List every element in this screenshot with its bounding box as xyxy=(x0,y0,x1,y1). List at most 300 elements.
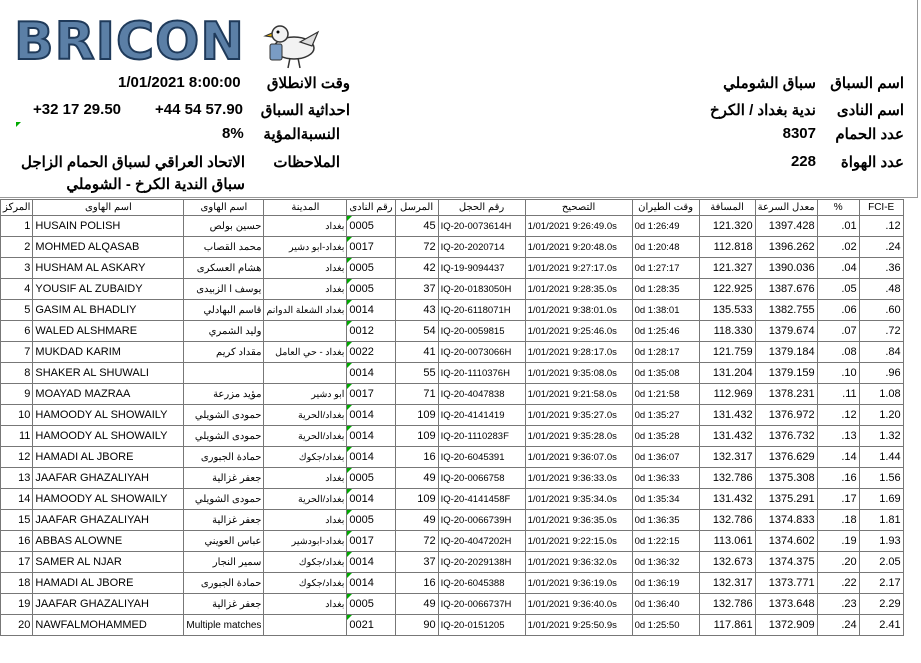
city-cell: بغداد-ابودشير xyxy=(264,531,347,552)
fci-e-cell: .48 xyxy=(859,279,903,300)
flight-time-cell: 0d 1:21:58 xyxy=(632,384,699,405)
club-no-cell: 0005 xyxy=(347,594,395,615)
distance-cell: 112.818 xyxy=(699,237,755,258)
correction-cell: 1/01/2021 9:26:49.0s xyxy=(525,216,632,237)
distance-cell: 122.925 xyxy=(699,279,755,300)
fci-e-cell: 1.20 xyxy=(859,405,903,426)
percent-cell: .02 xyxy=(817,237,859,258)
ring-no-cell: IQ-19-9094437 xyxy=(438,258,525,279)
speed-cell: 1387.676 xyxy=(755,279,817,300)
ring-no-cell: IQ-20-0066739H xyxy=(438,510,525,531)
results-table xyxy=(0,199,904,636)
table-row xyxy=(1,510,904,531)
fci-e-cell: .12 xyxy=(859,216,903,237)
fancier-name-en: SAMER AL NJAR xyxy=(33,552,184,573)
city-cell: بغداد xyxy=(264,468,347,489)
fancier-name-ar: جعفر غزالية xyxy=(184,468,264,489)
fci-e-cell: .84 xyxy=(859,342,903,363)
correction-cell: 1/01/2021 9:35:28.0s xyxy=(525,426,632,447)
rank-cell: 17 xyxy=(1,552,33,573)
club-no-cell: 0005 xyxy=(347,258,395,279)
pigeon-icon xyxy=(260,8,320,70)
ring-no-cell: IQ-20-6045388 xyxy=(438,573,525,594)
fancier-name-ar: حمودى الشويلي xyxy=(184,489,264,510)
notes-label: الملاحظات xyxy=(273,154,340,171)
flight-time-cell: 0d 1:38:01 xyxy=(632,300,699,321)
club-no-cell: 0021 xyxy=(347,615,395,636)
percent-cell: .14 xyxy=(817,447,859,468)
club-no-cell: 0005 xyxy=(347,279,395,300)
fancier-name-en: HUSHAM AL ASKARY xyxy=(33,258,184,279)
table-row xyxy=(1,468,904,489)
correction-cell: 1/01/2021 9:35:08.0s xyxy=(525,363,632,384)
rank-cell: 13 xyxy=(1,468,33,489)
percent-cell: .01 xyxy=(817,216,859,237)
sent-cell: 41 xyxy=(395,342,438,363)
col-ring-no: رقم الحجل xyxy=(438,200,525,216)
city-cell: بغداد/جكوك xyxy=(264,573,347,594)
fancier-name-en: HAMOODY AL SHOWAILY xyxy=(33,489,184,510)
fancier-name-ar: مؤيد مزرعة xyxy=(184,384,264,405)
distance-cell: 131.432 xyxy=(699,426,755,447)
fci-e-cell: 1.56 xyxy=(859,468,903,489)
ring-no-cell: IQ-20-0073614H xyxy=(438,216,525,237)
club-no-cell: 0014 xyxy=(347,405,395,426)
coord-2-value: +32 17 29.50 xyxy=(33,101,122,118)
flight-time-cell: 0d 1:36:35 xyxy=(632,510,699,531)
speed-cell: 1379.674 xyxy=(755,321,817,342)
fci-e-cell: .96 xyxy=(859,363,903,384)
table-row xyxy=(1,531,904,552)
table-row xyxy=(1,573,904,594)
speed-cell: 1375.291 xyxy=(755,489,817,510)
percent-value: 8% xyxy=(222,125,244,142)
club-no-cell: 0014 xyxy=(347,300,395,321)
speed-cell: 1376.732 xyxy=(755,426,817,447)
distance-cell: 113.061 xyxy=(699,531,755,552)
distance-cell: 121.327 xyxy=(699,258,755,279)
flight-time-cell: 0d 1:36:32 xyxy=(632,552,699,573)
col-fancier-ar: اسم الهاوى xyxy=(184,200,264,216)
rank-cell: 4 xyxy=(1,279,33,300)
race-name-label: اسم السباق xyxy=(830,75,904,92)
table-row xyxy=(1,300,904,321)
club-no-cell: 0017 xyxy=(347,384,395,405)
city-cell: بغداد xyxy=(264,216,347,237)
club-no-cell: 0012 xyxy=(347,321,395,342)
table-row xyxy=(1,594,904,615)
ring-no-cell: IQ-20-0066737H xyxy=(438,594,525,615)
sent-cell: 72 xyxy=(395,531,438,552)
correction-cell: 1/01/2021 9:36:32.0s xyxy=(525,552,632,573)
city-cell: بغداد الشعلة الدوانم xyxy=(264,300,347,321)
correction-cell: 1/01/2021 9:21:58.0s xyxy=(525,384,632,405)
percent-cell: .11 xyxy=(817,384,859,405)
fanciers-count-value: 228 xyxy=(790,153,816,170)
sent-cell: 42 xyxy=(395,258,438,279)
table-row xyxy=(1,258,904,279)
fci-e-cell: 1.44 xyxy=(859,447,903,468)
rank-cell: 10 xyxy=(1,405,33,426)
speed-cell: 1373.648 xyxy=(755,594,817,615)
flight-time-cell: 0d 1:35:28 xyxy=(632,426,699,447)
distance-cell: 131.432 xyxy=(699,405,755,426)
flight-time-cell: 0d 1:22:15 xyxy=(632,531,699,552)
col-percent: % xyxy=(817,200,859,216)
city-cell: بغداد-ابو دشير xyxy=(264,237,347,258)
fci-e-cell: 1.69 xyxy=(859,489,903,510)
correction-cell: 1/01/2021 9:35:34.0s xyxy=(525,489,632,510)
ring-no-cell: IQ-20-6045391 xyxy=(438,447,525,468)
col-club-no: رقم النادى xyxy=(347,200,395,216)
fci-e-cell: 2.29 xyxy=(859,594,903,615)
ring-no-cell: IQ-20-0073066H xyxy=(438,342,525,363)
fci-e-cell: 2.05 xyxy=(859,552,903,573)
percent-cell: .07 xyxy=(817,321,859,342)
correction-cell: 1/01/2021 9:36:40.0s xyxy=(525,594,632,615)
club-no-cell: 0005 xyxy=(347,468,395,489)
correction-cell: 1/01/2021 9:35:27.0s xyxy=(525,405,632,426)
speed-cell: 1374.833 xyxy=(755,510,817,531)
club-no-cell: 0005 xyxy=(347,510,395,531)
percent-label: النسبةالمؤية xyxy=(263,126,340,143)
sent-cell: 49 xyxy=(395,468,438,489)
sent-cell: 37 xyxy=(395,552,438,573)
report-header xyxy=(0,0,918,198)
club-no-cell: 0017 xyxy=(347,237,395,258)
city-cell: بغداد/الحرية xyxy=(264,489,347,510)
fancier-name-en: HUSAIN POLISH xyxy=(33,216,184,237)
rank-cell: 3 xyxy=(1,258,33,279)
flight-time-cell: 0d 1:36:07 xyxy=(632,447,699,468)
sent-cell: 43 xyxy=(395,300,438,321)
club-name-label: اسم النادى xyxy=(836,102,904,119)
ring-no-cell: IQ-20-4141458F xyxy=(438,489,525,510)
fci-e-cell: 1.08 xyxy=(859,384,903,405)
correction-cell: 1/01/2021 9:36:07.0s xyxy=(525,447,632,468)
flight-time-cell: 0d 1:25:46 xyxy=(632,321,699,342)
ring-no-cell: IQ-20-4141419 xyxy=(438,405,525,426)
fancier-name-en: MUKDAD KARIM xyxy=(33,342,184,363)
percent-cell: .16 xyxy=(817,468,859,489)
fancier-name-ar: حمادة الجبورى xyxy=(184,573,264,594)
table-row xyxy=(1,552,904,573)
rank-cell: 20 xyxy=(1,615,33,636)
fancier-name-ar: قاسم البهادلي xyxy=(184,300,264,321)
fancier-name-ar: حمادة الجبورى xyxy=(184,447,264,468)
sent-cell: 90 xyxy=(395,615,438,636)
speed-cell: 1390.036 xyxy=(755,258,817,279)
distance-cell: 112.969 xyxy=(699,384,755,405)
fancier-name-ar: سمير النجار xyxy=(184,552,264,573)
ring-no-cell: IQ-20-0183050H xyxy=(438,279,525,300)
flight-time-cell: 0d 1:36:19 xyxy=(632,573,699,594)
flight-time-cell: 0d 1:28:35 xyxy=(632,279,699,300)
rank-cell: 16 xyxy=(1,531,33,552)
fancier-name-en: ABBAS ALOWNE xyxy=(33,531,184,552)
flight-time-cell: 0d 1:27:17 xyxy=(632,258,699,279)
city-cell: بغداد xyxy=(264,594,347,615)
sent-cell: 54 xyxy=(395,321,438,342)
percent-cell: .23 xyxy=(817,594,859,615)
percent-cell: .24 xyxy=(817,615,859,636)
club-no-cell: 0014 xyxy=(347,573,395,594)
sent-cell: 71 xyxy=(395,384,438,405)
club-no-cell: 0022 xyxy=(347,342,395,363)
flight-time-cell: 0d 1:28:17 xyxy=(632,342,699,363)
sent-cell: 49 xyxy=(395,510,438,531)
table-row xyxy=(1,447,904,468)
city-cell xyxy=(264,615,347,636)
distance-cell: 132.317 xyxy=(699,573,755,594)
distance-cell: 131.204 xyxy=(699,363,755,384)
speed-cell: 1374.602 xyxy=(755,531,817,552)
fancier-name-ar: جعفر غزالية xyxy=(184,594,264,615)
sent-cell: 109 xyxy=(395,426,438,447)
sent-cell: 109 xyxy=(395,405,438,426)
city-cell: بغداد/جكوك xyxy=(264,552,347,573)
fancier-name-en: WALED ALSHMARE xyxy=(33,321,184,342)
flight-time-cell: 0d 1:35:34 xyxy=(632,489,699,510)
fancier-name-en: HAMADI AL JBORE xyxy=(33,573,184,594)
ring-no-cell: IQ-20-2029138H xyxy=(438,552,525,573)
fancier-name-en: GASIM AL BHADLIY xyxy=(33,300,184,321)
ring-no-cell: IQ-20-6118071H xyxy=(438,300,525,321)
percent-cell: .10 xyxy=(817,363,859,384)
correction-cell: 1/01/2021 9:22:15.0s xyxy=(525,531,632,552)
city-cell: ابو دشير xyxy=(264,384,347,405)
sent-cell: 55 xyxy=(395,363,438,384)
city-cell: بغداد xyxy=(264,510,347,531)
rank-cell: 8 xyxy=(1,363,33,384)
fci-e-cell: .36 xyxy=(859,258,903,279)
ring-no-cell: IQ-20-4047838 xyxy=(438,384,525,405)
correction-cell: 1/01/2021 9:25:50.9s xyxy=(525,615,632,636)
club-no-cell: 0014 xyxy=(347,447,395,468)
flight-time-cell: 0d 1:26:49 xyxy=(632,216,699,237)
rank-cell: 5 xyxy=(1,300,33,321)
speed-cell: 1379.159 xyxy=(755,363,817,384)
fancier-name-ar: حسين بولص xyxy=(184,216,264,237)
speed-cell: 1373.771 xyxy=(755,573,817,594)
ring-no-cell: IQ-20-1110376H xyxy=(438,363,525,384)
start-time-value: 1/01/2021 8:00:00 xyxy=(118,74,241,91)
flight-time-cell: 0d 1:36:33 xyxy=(632,468,699,489)
fancier-name-ar: حمودى الشويلي xyxy=(184,426,264,447)
distance-cell: 121.759 xyxy=(699,342,755,363)
percent-cell: .12 xyxy=(817,405,859,426)
distance-cell: 135.533 xyxy=(699,300,755,321)
club-no-cell: 0014 xyxy=(347,363,395,384)
table-row xyxy=(1,384,904,405)
percent-cell: .22 xyxy=(817,573,859,594)
speed-cell: 1382.755 xyxy=(755,300,817,321)
fancier-name-en: YOUSIF AL ZUBAIDY xyxy=(33,279,184,300)
table-row xyxy=(1,216,904,237)
ring-no-cell: IQ-20-0059815 xyxy=(438,321,525,342)
table-row xyxy=(1,363,904,384)
rank-cell: 18 xyxy=(1,573,33,594)
club-name-value: ندية بغداد / الكرخ xyxy=(709,102,816,119)
coords-label: احداثية السباق xyxy=(260,102,350,119)
rank-cell: 9 xyxy=(1,384,33,405)
fancier-name-ar: Multiple matches xyxy=(184,615,264,636)
percent-cell: .19 xyxy=(817,531,859,552)
distance-cell: 132.317 xyxy=(699,447,755,468)
club-no-cell: 0014 xyxy=(347,489,395,510)
percent-cell: .20 xyxy=(817,552,859,573)
table-row xyxy=(1,237,904,258)
notes-line-2: سباق الندية الكرخ - الشوملي xyxy=(66,176,245,193)
rank-cell: 12 xyxy=(1,447,33,468)
city-cell: بغداد - حي العامل xyxy=(264,342,347,363)
fancier-name-en: JAAFAR GHAZALIYAH xyxy=(33,510,184,531)
correction-cell: 1/01/2021 9:36:19.0s xyxy=(525,573,632,594)
correction-cell: 1/01/2021 9:25:46.0s xyxy=(525,321,632,342)
correction-cell: 1/01/2021 9:36:35.0s xyxy=(525,510,632,531)
rank-cell: 6 xyxy=(1,321,33,342)
table-row xyxy=(1,342,904,363)
fancier-name-ar: يوسف ا الزبيدى xyxy=(184,279,264,300)
sent-cell: 16 xyxy=(395,447,438,468)
speed-cell: 1372.909 xyxy=(755,615,817,636)
rank-cell: 14 xyxy=(1,489,33,510)
fancier-name-en: MOAYAD MAZRAA xyxy=(33,384,184,405)
sent-cell: 49 xyxy=(395,594,438,615)
ring-no-cell: IQ-20-0151205 xyxy=(438,615,525,636)
table-header-row xyxy=(1,200,904,216)
col-city: المدينة xyxy=(264,200,347,216)
percent-cell: .17 xyxy=(817,489,859,510)
distance-cell: 118.330 xyxy=(699,321,755,342)
logo-text: BRICON xyxy=(14,12,245,72)
ring-no-cell: IQ-20-0066758 xyxy=(438,468,525,489)
club-no-cell: 0005 xyxy=(347,216,395,237)
speed-cell: 1375.308 xyxy=(755,468,817,489)
flight-time-cell: 0d 1:20:48 xyxy=(632,237,699,258)
col-fci-e: FCI-E xyxy=(859,200,903,216)
speed-cell: 1397.428 xyxy=(755,216,817,237)
fancier-name-ar: وليد الشمري xyxy=(184,321,264,342)
city-cell: بغداد/جكوك xyxy=(264,447,347,468)
col-speed: معدل السرعة xyxy=(755,200,817,216)
rank-cell: 7 xyxy=(1,342,33,363)
fancier-name-en: HAMOODY AL SHOWAILY xyxy=(33,426,184,447)
percent-cell: .05 xyxy=(817,279,859,300)
fancier-name-ar: عباس العويني xyxy=(184,531,264,552)
table-row xyxy=(1,279,904,300)
fancier-name-en: NAWFALMOHAMMED xyxy=(33,615,184,636)
coord-1-value: +44 54 57.90 xyxy=(155,101,244,118)
flight-time-cell: 0d 1:35:08 xyxy=(632,363,699,384)
fancier-name-en: JAAFAR GHAZALIYAH xyxy=(33,468,184,489)
distance-cell: 132.673 xyxy=(699,552,755,573)
fci-e-cell: 1.32 xyxy=(859,426,903,447)
percent-cell: .06 xyxy=(817,300,859,321)
flight-time-cell: 0d 1:25:50 xyxy=(632,615,699,636)
fancier-name-ar xyxy=(184,363,264,384)
table-row xyxy=(1,615,904,636)
fanciers-count-label: عدد الهواة xyxy=(840,154,904,171)
city-cell xyxy=(264,363,347,384)
fci-e-cell: .72 xyxy=(859,321,903,342)
col-rank: المركز xyxy=(1,200,33,216)
speed-cell: 1396.262 xyxy=(755,237,817,258)
speed-cell: 1376.629 xyxy=(755,447,817,468)
fancier-name-en: SHAKER AL SHUWALI xyxy=(33,363,184,384)
fci-e-cell: 1.93 xyxy=(859,531,903,552)
flight-time-cell: 0d 1:35:27 xyxy=(632,405,699,426)
city-cell xyxy=(264,321,347,342)
percent-cell: .08 xyxy=(817,342,859,363)
distance-cell: 132.786 xyxy=(699,594,755,615)
fancier-name-ar: حمودى الشويلي xyxy=(184,405,264,426)
ring-no-cell: IQ-20-4047202H xyxy=(438,531,525,552)
col-fancier-en: اسم الهاوى xyxy=(33,200,184,216)
fci-e-cell: .60 xyxy=(859,300,903,321)
table-row xyxy=(1,426,904,447)
rank-cell: 15 xyxy=(1,510,33,531)
percent-cell: .18 xyxy=(817,510,859,531)
speed-cell: 1376.972 xyxy=(755,405,817,426)
correction-cell: 1/01/2021 9:38:01.0s xyxy=(525,300,632,321)
rank-cell: 19 xyxy=(1,594,33,615)
table-row xyxy=(1,489,904,510)
correction-cell: 1/01/2021 9:28:35.0s xyxy=(525,279,632,300)
rank-cell: 2 xyxy=(1,237,33,258)
table-row xyxy=(1,321,904,342)
correction-cell: 1/01/2021 9:28:17.0s xyxy=(525,342,632,363)
speed-cell: 1374.375 xyxy=(755,552,817,573)
correction-cell: 1/01/2021 9:20:48.0s xyxy=(525,237,632,258)
distance-cell: 131.432 xyxy=(699,489,755,510)
table-row xyxy=(1,405,904,426)
percent-cell: .04 xyxy=(817,258,859,279)
bricon-logo xyxy=(10,8,310,70)
sent-cell: 109 xyxy=(395,489,438,510)
fci-e-cell: 1.81 xyxy=(859,510,903,531)
fancier-name-en: JAAFAR GHAZALIYAH xyxy=(33,594,184,615)
fancier-name-ar: محمد القصاب xyxy=(184,237,264,258)
club-no-cell: 0017 xyxy=(347,531,395,552)
fci-e-cell: 2.41 xyxy=(859,615,903,636)
fancier-name-en: HAMADI AL JBORE xyxy=(33,447,184,468)
city-cell: بغداد xyxy=(264,258,347,279)
fci-e-cell: 2.17 xyxy=(859,573,903,594)
birds-count-value: 8307 xyxy=(782,125,816,142)
ring-no-cell: IQ-20-2020714 xyxy=(438,237,525,258)
fancier-name-en: HAMOODY AL SHOWAILY xyxy=(33,405,184,426)
distance-cell: 132.786 xyxy=(699,468,755,489)
speed-cell: 1378.231 xyxy=(755,384,817,405)
rank-cell: 11 xyxy=(1,426,33,447)
fancier-name-ar: مقداد كريم xyxy=(184,342,264,363)
col-correction: التصحيح xyxy=(525,200,632,216)
club-no-cell: 0014 xyxy=(347,552,395,573)
race-name-value: سباق الشوملي xyxy=(723,75,816,92)
sent-cell: 16 xyxy=(395,573,438,594)
col-flight-time: وقت الطيران xyxy=(632,200,699,216)
flight-time-cell: 0d 1:36:40 xyxy=(632,594,699,615)
distance-cell: 117.861 xyxy=(699,615,755,636)
rank-cell: 1 xyxy=(1,216,33,237)
sent-cell: 45 xyxy=(395,216,438,237)
start-time-label: وقت الانطلاق xyxy=(266,75,350,92)
city-cell: بغداد/الحرية xyxy=(264,405,347,426)
fci-e-cell: .24 xyxy=(859,237,903,258)
sent-cell: 37 xyxy=(395,279,438,300)
correction-cell: 1/01/2021 9:36:33.0s xyxy=(525,468,632,489)
